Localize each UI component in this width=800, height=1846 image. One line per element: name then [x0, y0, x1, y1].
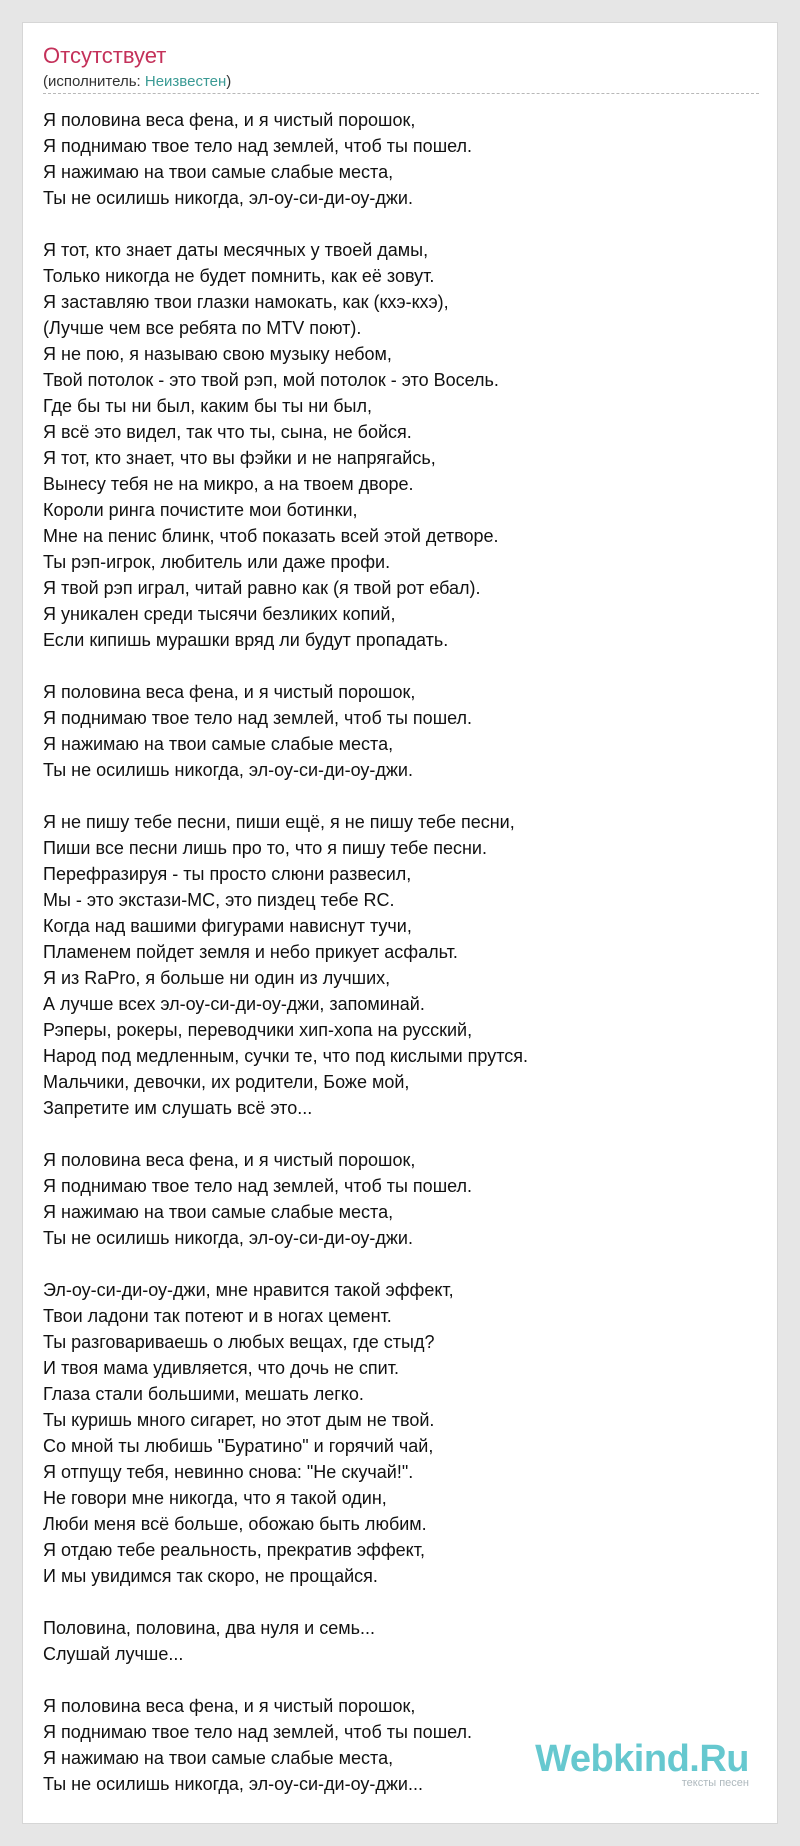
- lyric-line: Ты куришь много сигарет, но этот дым не твой.: [43, 1410, 435, 1430]
- lyric-line: Мальчики, девочки, их родители, Боже мой,: [43, 1072, 410, 1092]
- lyric-line: Рэперы, рокеры, переводчики хип-хопа на русский,: [43, 1020, 473, 1040]
- lyric-line: Где бы ты ни был, каким бы ты ни был,: [43, 396, 373, 416]
- lyric-line: Я не пою, я называю свою музыку небом,: [43, 344, 392, 364]
- site-logo[interactable]: [535, 1739, 749, 1789]
- lyrics-stanza: [43, 1615, 759, 1667]
- lyric-line: Слушай лучше...: [43, 1644, 184, 1664]
- lyric-line: Я отпущу тебя, невинно снова: "Не скучай!".: [43, 1462, 414, 1482]
- lyric-line: Эл-оу-си-ди-оу-джи, мне нравится такой эффект,: [43, 1280, 454, 1300]
- lyric-line: Я нажимаю на твои самые слабые места,: [43, 162, 394, 182]
- lyric-line: Я половина веса фена, и я чистый порошок,: [43, 1696, 416, 1716]
- lyric-line: Я нажимаю на твои самые слабые места,: [43, 1748, 394, 1768]
- lyric-line: Мне на пенис блинк, чтоб показать всей этой детворе.: [43, 526, 499, 546]
- lyric-line: Я половина веса фена, и я чистый порошок,: [43, 110, 416, 130]
- lyrics-stanza: [43, 237, 759, 653]
- lyric-line: Половина, половина, два нуля и семь...: [43, 1618, 375, 1638]
- lyrics-text: [43, 107, 759, 1797]
- artist-link[interactable]: Неизвестен: [144, 73, 227, 90]
- lyric-line: Я половина веса фена, и я чистый порошок,: [43, 682, 416, 702]
- lyric-line: Народ под медленным, сучки те, что под кислыми прутся.: [43, 1046, 529, 1066]
- lyric-line: Пламенем пойдет земля и небо прикует асфальт.: [43, 942, 458, 962]
- lyric-line: Я уникален среди тысячи безликих копий,: [43, 604, 396, 624]
- lyric-line: Я отдаю тебе реальность, прекратив эффект,: [43, 1540, 426, 1560]
- lyrics-stanza: [43, 1147, 759, 1251]
- lyric-line: Я половина веса фена, и я чистый порошок,: [43, 1150, 416, 1170]
- lyric-line: Твой потолок - это твой рэп, мой потолок - это Восель.: [43, 370, 499, 390]
- lyric-line: Люби меня всё больше, обожаю быть любим.: [43, 1514, 427, 1534]
- lyrics-card: [22, 22, 778, 1824]
- lyric-line: Я тот, кто знает даты месячных у твоей дамы,: [43, 240, 429, 260]
- artist-line: [43, 73, 231, 91]
- artist-prefix: (исполнитель:: [43, 73, 145, 90]
- lyric-line: Я из RaPro, я больше ни один из лучших,: [43, 968, 391, 988]
- lyric-line: Пиши все песни лишь про то, что я пишу тебе песни.: [43, 838, 487, 858]
- lyric-line: Я тот, кто знает, что вы фэйки и не напрягайсь,: [43, 448, 436, 468]
- lyric-line: Твои ладони так потеют и в ногах цемент.: [43, 1306, 392, 1326]
- lyric-line: Ты не осилишь никогда, эл-оу-си-ди-оу-джи.: [43, 1228, 413, 1248]
- lyric-line: Глаза стали большими, мешать легко.: [43, 1384, 364, 1404]
- lyric-line: Я не пишу тебе песни, пиши ещё, я не пишу тебе песни,: [43, 812, 515, 832]
- lyric-line: Мы - это экстази-MC, это пиздец тебе RC.: [43, 890, 395, 910]
- lyric-line: (Лучше чем все ребята по MTV поют).: [43, 318, 362, 338]
- logo-wordmark: Webkind.Ru: [535, 1738, 749, 1780]
- lyric-line: Я нажимаю на твои самые слабые места,: [43, 734, 394, 754]
- lyric-line: Если кипишь мурашки вряд ли будут пропадать.: [43, 630, 449, 650]
- lyric-line: Я твой рэп играл, читай равно как (я твой рот ебал).: [43, 578, 481, 598]
- lyric-line: Вынесу тебя не на микро, а на твоем дворе.: [43, 474, 414, 494]
- lyric-line: Запретите им слушать всё это...: [43, 1098, 313, 1118]
- lyric-line: Ты не осилишь никогда, эл-оу-си-ди-оу-джи...: [43, 1774, 423, 1794]
- lyric-line: Ты рэп-игрок, любитель или даже профи.: [43, 552, 391, 572]
- lyric-line: Короли ринга почистите мои ботинки,: [43, 500, 358, 520]
- lyric-line: Я нажимаю на твои самые слабые места,: [43, 1202, 394, 1222]
- lyric-line: Я поднимаю твое тело над землей, чтоб ты пошел.: [43, 1722, 473, 1742]
- logo-tagline: тексты песен: [681, 1777, 749, 1789]
- lyric-line: Ты разговариваешь о любых вещах, где стыд?: [43, 1332, 435, 1352]
- lyric-line: Не говори мне никогда, что я такой один,: [43, 1488, 387, 1508]
- lyric-line: Перефразируя - ты просто слюни развесил,: [43, 864, 412, 884]
- lyrics-stanza: [43, 679, 759, 783]
- lyric-line: Я поднимаю твое тело над землей, чтоб ты пошел.: [43, 708, 473, 728]
- lyric-line: Ты не осилишь никогда, эл-оу-си-ди-оу-джи.: [43, 188, 413, 208]
- lyric-line: Ты не осилишь никогда, эл-оу-си-ди-оу-джи.: [43, 760, 413, 780]
- artist-suffix: ): [226, 73, 232, 90]
- lyric-line: И мы увидимся так скоро, не прощайся.: [43, 1566, 378, 1586]
- lyric-line: Я поднимаю твое тело над землей, чтоб ты пошел.: [43, 1176, 473, 1196]
- lyric-line: Я всё это видел, так что ты, сына, не бойся.: [43, 422, 412, 442]
- title-divider: [43, 93, 759, 94]
- lyric-line: Я поднимаю твое тело над землей, чтоб ты пошел.: [43, 136, 473, 156]
- lyrics-stanza: [43, 1277, 759, 1589]
- lyrics-stanza: [43, 107, 759, 211]
- lyric-line: Со мной ты любишь "Буратино" и горячий чай,: [43, 1436, 434, 1456]
- song-title: Отсутствует: [43, 43, 167, 68]
- lyric-line: Только никогда не будет помнить, как её зовут.: [43, 266, 435, 286]
- lyric-line: Когда над вашими фигурами нависнут тучи,: [43, 916, 412, 936]
- lyric-line: А лучше всех эл-оу-си-ди-оу-джи, запоминай.: [43, 994, 425, 1014]
- lyric-line: И твоя мама удивляется, что дочь не спит.: [43, 1358, 399, 1378]
- lyrics-stanza: [43, 809, 759, 1121]
- lyric-line: Я заставляю твои глазки намокать, как (кхэ-кхэ),: [43, 292, 449, 312]
